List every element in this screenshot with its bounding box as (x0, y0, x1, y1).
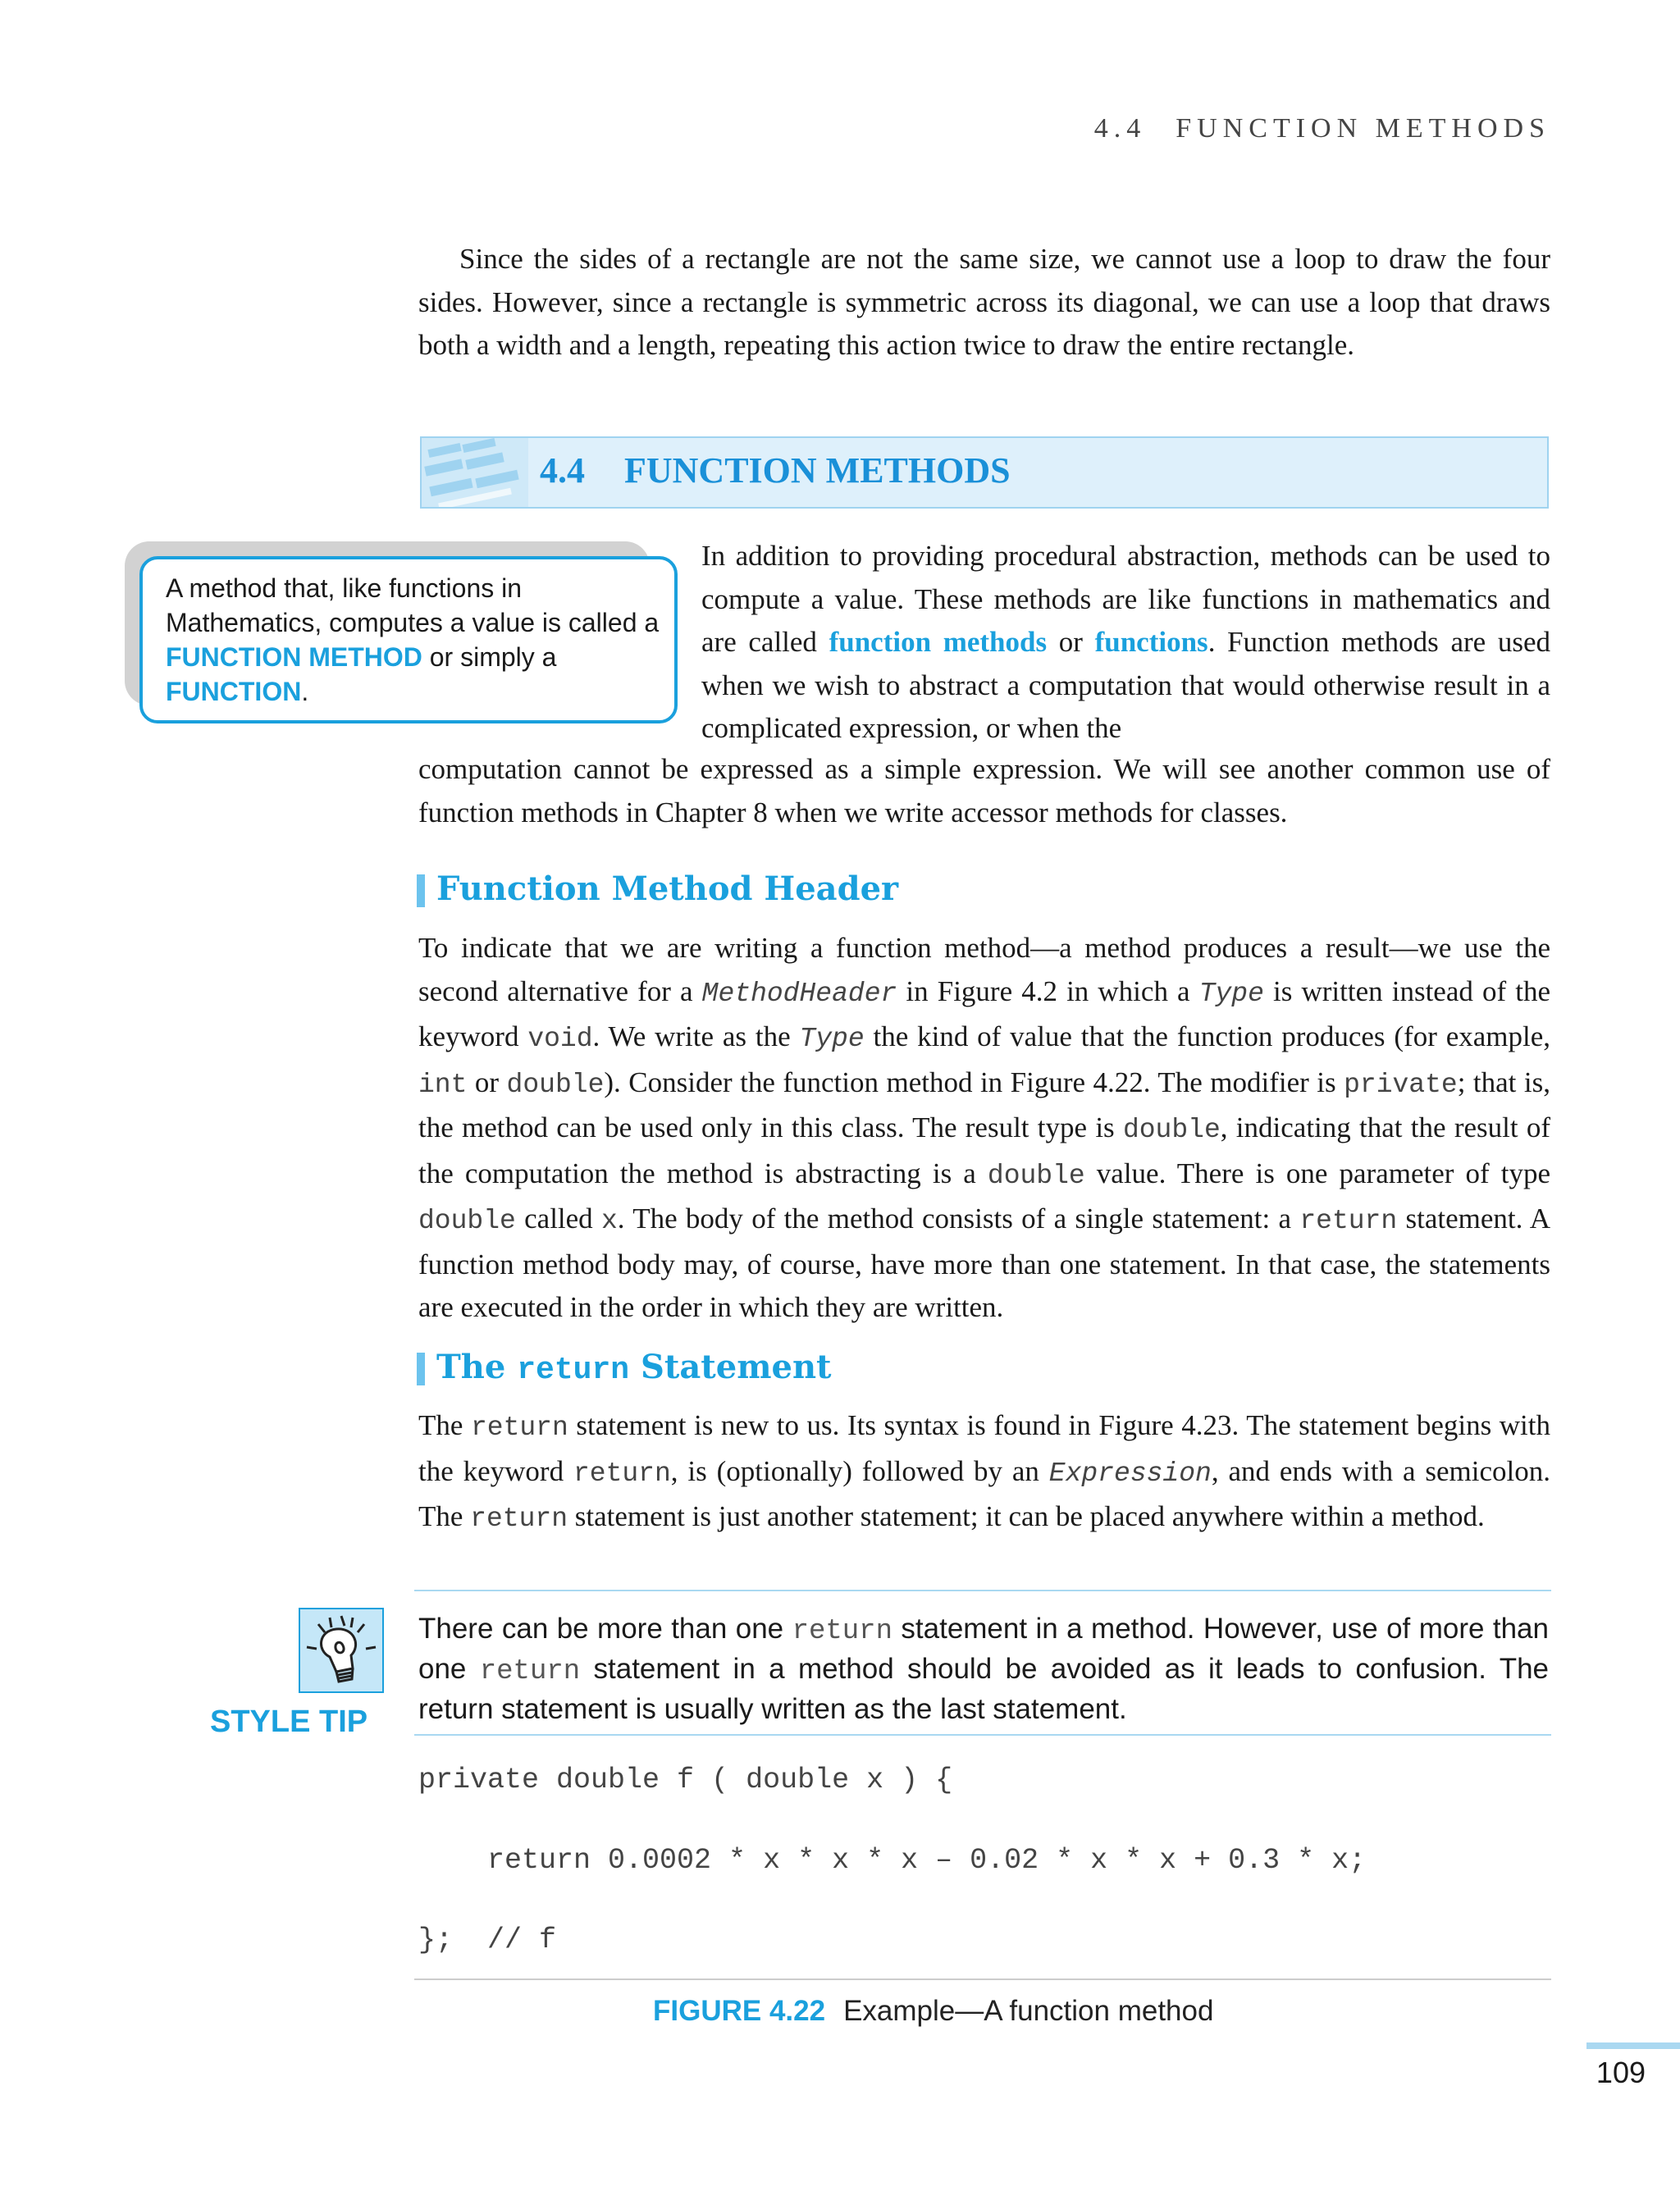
style-tip-top-rule (414, 1590, 1551, 1591)
code-line-2: return 0.0002 * x * x * x – 0.02 * x * x + 0.3 * x; (418, 1844, 1367, 1877)
subhead-function-method-header: Function Method Header (417, 869, 898, 908)
running-head (902, 113, 1550, 144)
key-term: functions (1094, 626, 1208, 658)
lightbulb-icon (299, 1608, 384, 1693)
paragraph-text: , and ends with a semicolon. The (418, 1454, 1550, 1532)
page-number-bar (1586, 2042, 1680, 2049)
tip-text: statement in a method should be avoided as it leads to confusion. The return statement is usually written as the last statement. (418, 1653, 1549, 1725)
margin-note-text: or simply a (422, 642, 557, 672)
inline-code: return (470, 1413, 568, 1443)
inline-code: double (1122, 1115, 1221, 1145)
paragraph-text: is written instead of the keyword (418, 974, 1550, 1052)
subhead-text: The (436, 1348, 518, 1386)
inline-code: return (1299, 1206, 1398, 1236)
function-methods-paragraph (701, 535, 1550, 751)
paragraph-text: statement is just another statement; it can be placed anywhere within a method. (568, 1500, 1485, 1532)
inline-code: return (573, 1458, 671, 1489)
inline-code: Expression (1048, 1458, 1212, 1489)
paragraph-text: or (467, 1066, 507, 1098)
paragraph-text: . The body of the method consists of a single statement: a (617, 1203, 1300, 1235)
margin-note-text: . (301, 677, 309, 706)
section-number: 4.4 (540, 450, 585, 491)
figure-rule (414, 1979, 1551, 1980)
paragraph-text: in Figure 4.2 in which a (897, 974, 1199, 1007)
running-head-title: FUNCTION METHODS (1176, 113, 1550, 144)
inline-code: void (527, 1024, 593, 1054)
paragraph-text: or (1047, 626, 1095, 658)
paragraph-text: The (418, 1409, 471, 1441)
inline-code: int (418, 1069, 468, 1100)
style-tip-label: STYLE TIP (210, 1705, 368, 1739)
paragraph-text: In addition to providing procedural abstraction, methods can be used to compute a value. These methods are like functions in mathematics and are called (701, 540, 1550, 658)
paragraph-text: To indicate that we are writing a function method—a method produces a result—we use the second alternative for a (418, 932, 1550, 1007)
margin-note (139, 556, 678, 723)
inline-code: Type (799, 1024, 865, 1054)
inline-code: Type (1198, 978, 1264, 1009)
margin-note-text: A method that, like functions in Mathematics, computes a value is called a (166, 573, 660, 637)
paragraph-text: the kind of value that the function produces (for example, (864, 1020, 1550, 1052)
method-header-paragraph (418, 927, 1550, 1330)
keyboard-graphic-icon (422, 438, 528, 507)
margin-note-term: FUNCTION METHOD (166, 642, 422, 672)
function-methods-paragraph-continued: computation cannot be expressed as a simple expression. We will see another common use of function methods in Chapter 8 when we write accessor methods for classes. (418, 753, 1550, 828)
code-line-1: private double f ( double x ) { (418, 1764, 953, 1796)
style-tip-text (418, 1610, 1549, 1728)
paragraph-text: value. There is one parameter of type (1084, 1157, 1550, 1189)
lightbulb-icon-glyph (300, 1609, 382, 1691)
intro-paragraph: Since the sides of a rectangle are not the same size, we cannot use a loop to draw the four sides. However, since a rectangle is symmetric across its diagonal, we can use a loop that draws both a width and a length, repeating this action twice to draw the entire rectangle. (418, 243, 1550, 361)
inline-code: return (470, 1504, 568, 1534)
paragraph-text: statement is new to us. Its syntax is found in Figure 4.23. The statement begins with the keyword (418, 1409, 1550, 1487)
return-statement-paragraph (418, 1404, 1550, 1541)
figure-caption-text: Example—A function method (843, 1995, 1214, 2027)
section-title-text: FUNCTION METHODS (624, 450, 1011, 491)
subhead-return-statement (417, 1348, 832, 1388)
paragraph-text: , is (optionally) followed by an (670, 1454, 1049, 1487)
inline-code: double (506, 1069, 605, 1100)
inline-code: double (987, 1160, 1085, 1191)
running-head-number: 4.4 (1093, 113, 1147, 144)
figure-caption (653, 1995, 1213, 2028)
section-title (540, 450, 1011, 491)
inline-code: private (1344, 1069, 1458, 1100)
margin-note-term: FUNCTION (166, 677, 302, 706)
figure-number: FIGURE 4.22 (653, 1995, 826, 2027)
subhead-code: return (517, 1353, 630, 1388)
style-tip-bottom-rule (414, 1734, 1551, 1736)
inline-code: double (418, 1206, 516, 1236)
subhead-text: Statement (629, 1348, 832, 1386)
paragraph-text: called (515, 1203, 601, 1235)
paragraph-text: , indicating that the result of the computation the method is abstracting is a (418, 1111, 1550, 1189)
paragraph-text: . Function methods are used when we wish to abstract a computation that would otherwise result in a complicated expression, or when the (701, 626, 1550, 744)
paragraph-text: statement. A function method body may, of course, have more than one statement. In that case, the statements are executed in the order in which they are written. (418, 1203, 1550, 1323)
tip-text: There can be more than one (418, 1613, 792, 1645)
inline-code: return (479, 1656, 581, 1687)
key-term: function methods (829, 626, 1048, 658)
inline-code: x (600, 1206, 618, 1236)
paragraph-text: ; that is, the method can be used only in this class. The result type is (418, 1066, 1550, 1143)
paragraph-text: ). Consider the function method in Figure 4.22. The modifier is (604, 1066, 1344, 1098)
tip-text: statement in a method. However, use of more than one (418, 1613, 1549, 1685)
inline-code: return (792, 1616, 892, 1647)
paragraph-text: . We write as the (592, 1020, 800, 1052)
inline-code: MethodHeader (701, 978, 897, 1009)
code-line-3: }; // f (418, 1924, 557, 1956)
page-number: 109 (1596, 2056, 1646, 2089)
